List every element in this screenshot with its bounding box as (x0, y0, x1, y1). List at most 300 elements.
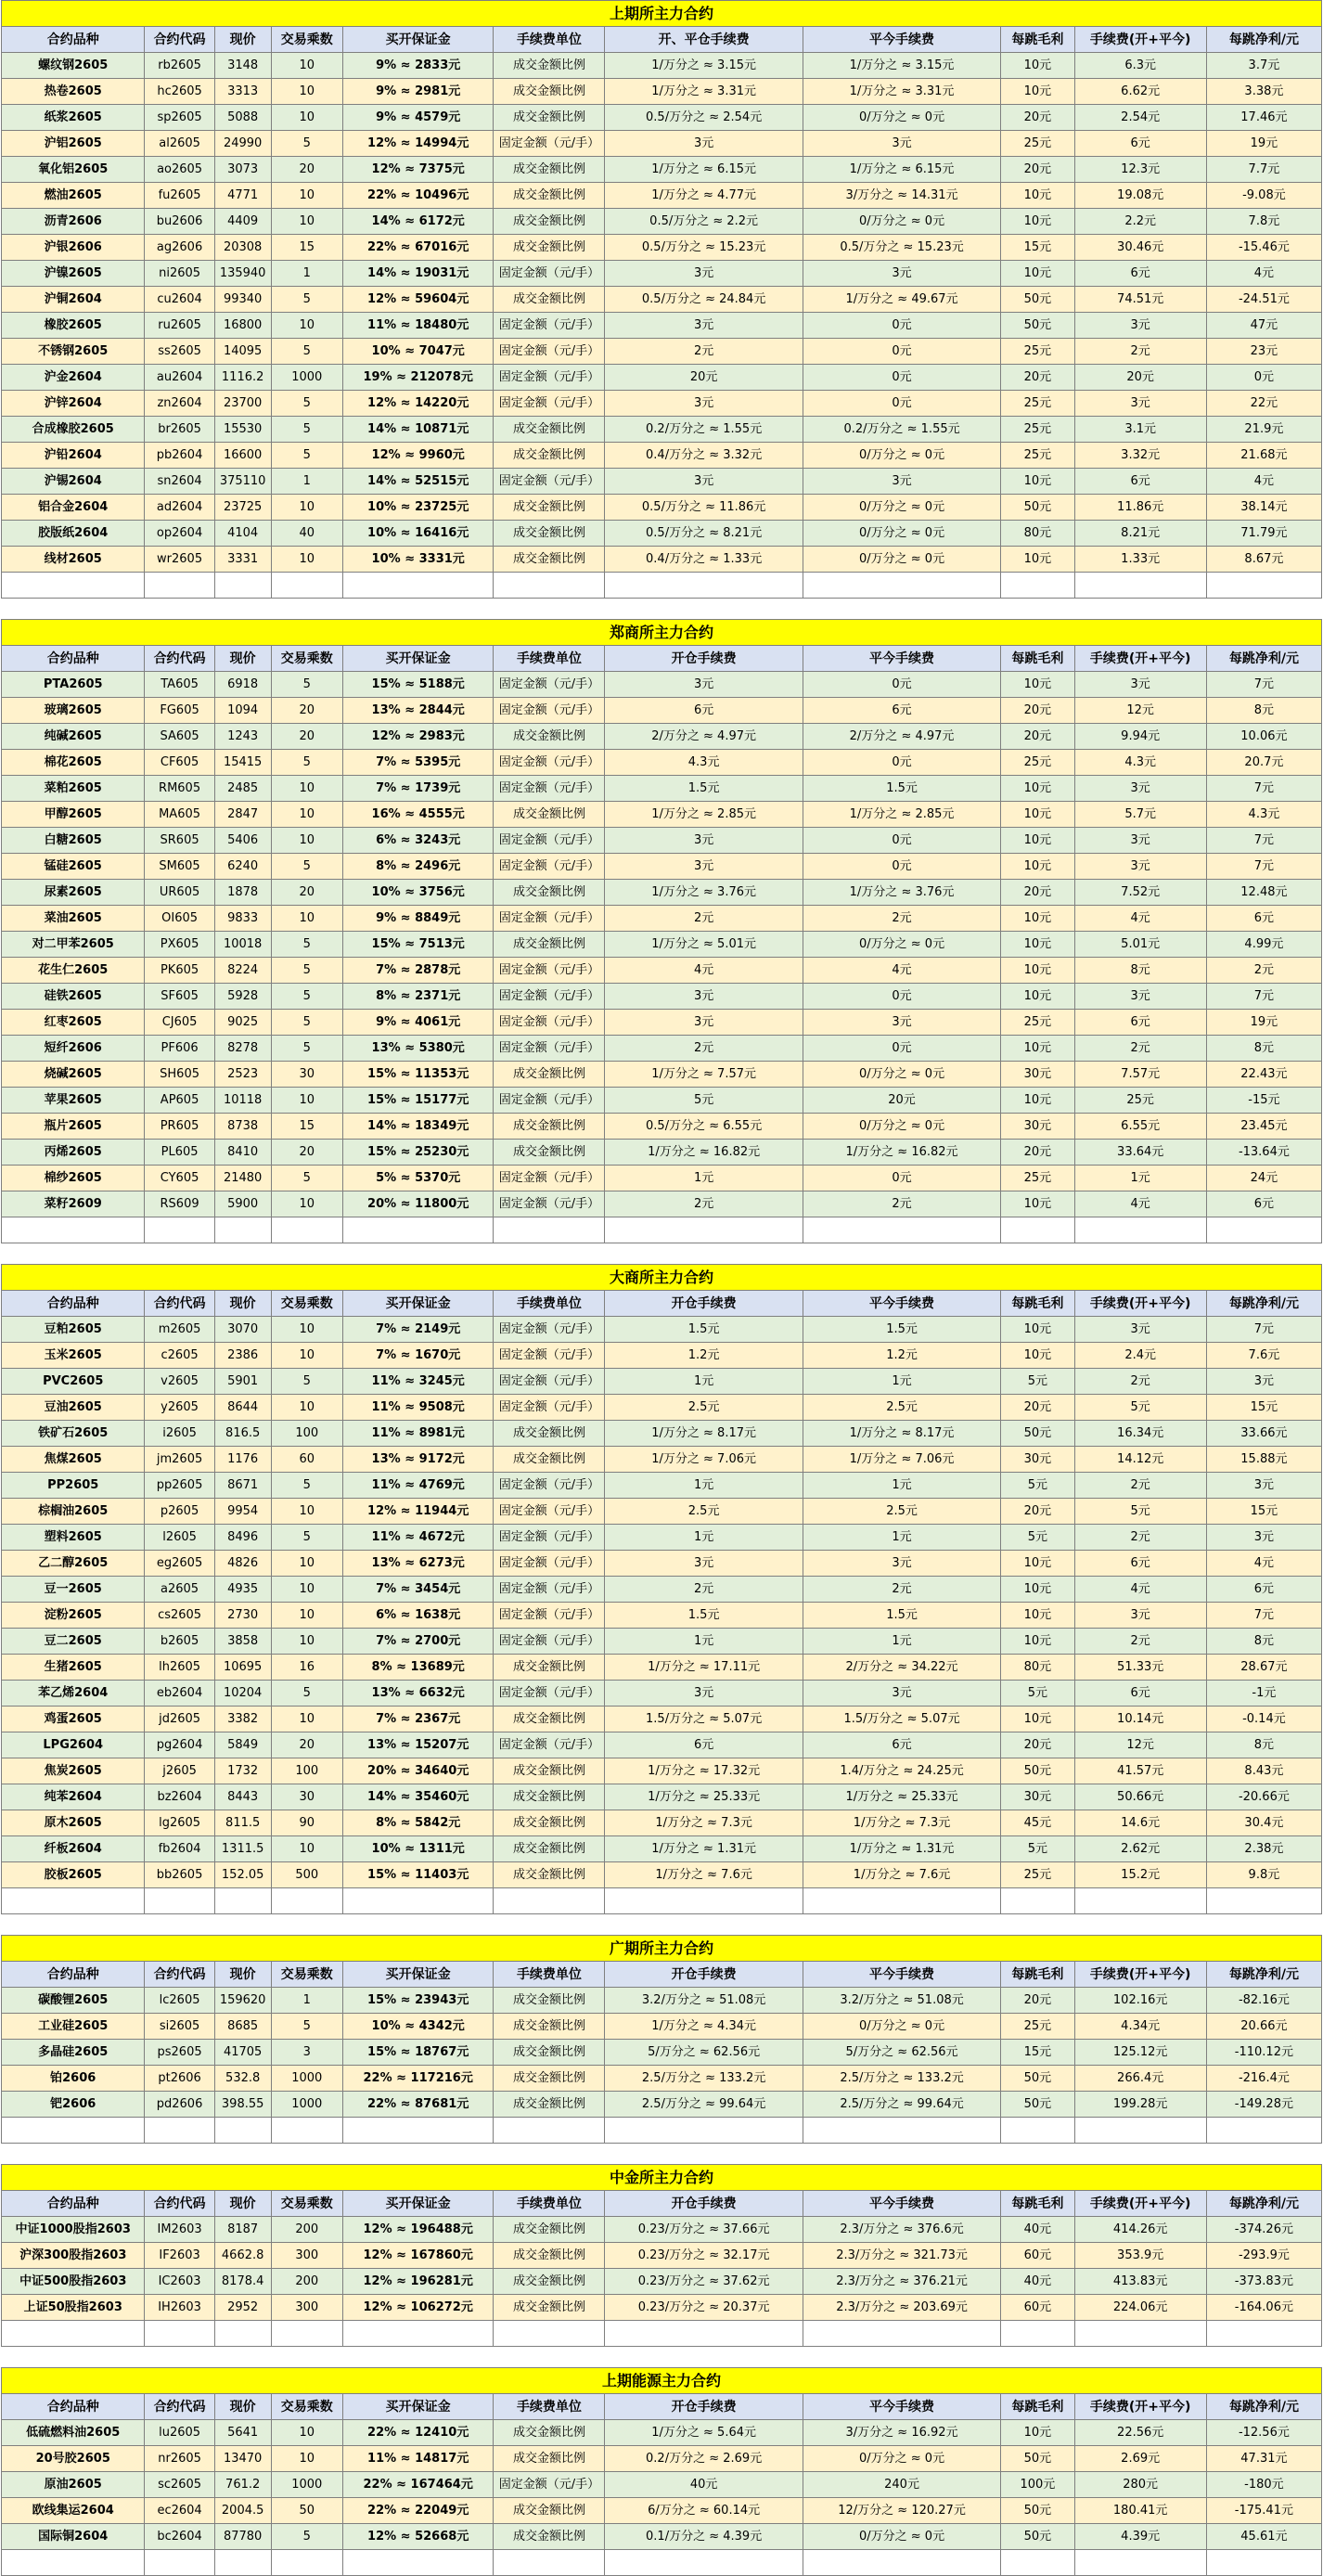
cell-open: 3元 (605, 469, 803, 495)
cell-net: -180元 (1206, 2472, 1321, 2498)
cell-profit: 20元 (1001, 1732, 1074, 1758)
cell-mult: 10 (271, 79, 342, 105)
blank-cell (214, 573, 271, 599)
blank-row (2, 573, 1322, 599)
cell-close: 2元 (803, 906, 1000, 932)
cell-price: 16800 (214, 313, 271, 339)
table-row (2, 1191, 1322, 1217)
cell-close: 0/万分之 ≈ 0元 (803, 1062, 1000, 1088)
cell-close: 0元 (803, 750, 1000, 776)
cell-close: 1.5元 (803, 776, 1000, 802)
cell-unit: 成交金额比例 (494, 53, 605, 79)
cell-profit: 20元 (1001, 1395, 1074, 1421)
cell-net: 6元 (1206, 1577, 1321, 1603)
cell-price: 6918 (214, 672, 271, 698)
cell-mult: 5 (271, 131, 342, 157)
cell-margin: 11% ≈ 4769元 (342, 1473, 494, 1499)
cell-open: 2元 (605, 1577, 803, 1603)
cell-mult: 10 (271, 1191, 342, 1217)
cell-net: 21.68元 (1206, 443, 1321, 469)
cell-code: SA605 (145, 724, 214, 750)
cell-close: 1/万分之 ≈ 7.6元 (803, 1862, 1000, 1888)
cell-name: 碳酸锂2605 (2, 1988, 145, 2014)
cell-margin: 11% ≈ 9508元 (342, 1395, 494, 1421)
cell-close: 20元 (803, 1088, 1000, 1114)
cell-profit: 10元 (1001, 1551, 1074, 1577)
cell-code: a2605 (145, 1577, 214, 1603)
cell-close: 1元 (803, 1473, 1000, 1499)
cell-unit: 成交金额比例 (494, 79, 605, 105)
cell-price: 8644 (214, 1395, 271, 1421)
cell-unit: 成交金额比例 (494, 2014, 605, 2040)
cell-name: 豆一2605 (2, 1577, 145, 1603)
column-header-price: 现价 (214, 1962, 271, 1988)
cell-name: 豆二2605 (2, 1629, 145, 1655)
table-row (2, 1862, 1322, 1888)
cell-mult: 20 (271, 724, 342, 750)
cell-code: FG605 (145, 698, 214, 724)
blank-cell (2, 2118, 145, 2144)
exchange-section-table (1, 2367, 1322, 2576)
column-header-code: 合约代码 (145, 646, 214, 672)
table-row (2, 1577, 1322, 1603)
cell-profit: 10元 (1001, 958, 1074, 984)
table-row (2, 1655, 1322, 1681)
cell-unit: 成交金额比例 (494, 547, 605, 573)
cell-code: TA605 (145, 672, 214, 698)
cell-profit: 50元 (1001, 495, 1074, 521)
column-header-code: 合约代码 (145, 27, 214, 53)
cell-mult: 5 (271, 958, 342, 984)
cell-name: 棉纱2605 (2, 1166, 145, 1191)
cell-price: 2952 (214, 2295, 271, 2321)
cell-net: 3元 (1206, 1473, 1321, 1499)
cell-profit: 10元 (1001, 1629, 1074, 1655)
cell-unit: 固定金额（元/手） (494, 391, 605, 417)
cell-net: 7元 (1206, 1317, 1321, 1343)
cell-close: 3元 (803, 1010, 1000, 1036)
cell-code: PX605 (145, 932, 214, 958)
cell-mult: 20 (271, 157, 342, 183)
cell-close: 1.4/万分之 ≈ 24.25元 (803, 1758, 1000, 1784)
cell-unit: 固定金额（元/手） (494, 1499, 605, 1525)
table-row (2, 906, 1322, 932)
cell-code: RM605 (145, 776, 214, 802)
table-row (2, 1114, 1322, 1140)
cell-code: ag2606 (145, 235, 214, 261)
cell-name: 合成橡胶2605 (2, 417, 145, 443)
cell-mult: 60 (271, 1447, 342, 1473)
cell-unit: 固定金额（元/手） (494, 1343, 605, 1369)
column-header-margin: 买开保证金 (342, 27, 494, 53)
cell-price: 4662.8 (214, 2243, 271, 2269)
table-row (2, 2269, 1322, 2295)
blank-row (2, 1217, 1322, 1243)
cell-profit: 20元 (1001, 157, 1074, 183)
cell-mult: 1 (271, 261, 342, 287)
cell-close: 1/万分之 ≈ 3.15元 (803, 53, 1000, 79)
cell-mult: 10 (271, 313, 342, 339)
cell-code: CF605 (145, 750, 214, 776)
cell-price: 23700 (214, 391, 271, 417)
table-row (2, 1836, 1322, 1862)
cell-profit: 10元 (1001, 1603, 1074, 1629)
blank-cell (271, 573, 342, 599)
cell-code: ad2604 (145, 495, 214, 521)
column-header-unit: 手续费单位 (494, 2191, 605, 2217)
cell-name: 20号胶2605 (2, 2446, 145, 2472)
cell-open: 3元 (605, 313, 803, 339)
cell-profit: 10元 (1001, 469, 1074, 495)
column-header-mult: 交易乘数 (271, 1962, 342, 1988)
cell-unit: 固定金额（元/手） (494, 958, 605, 984)
cell-price: 375110 (214, 469, 271, 495)
cell-price: 816.5 (214, 1421, 271, 1447)
blank-cell (145, 1217, 214, 1243)
cell-mult: 10 (271, 547, 342, 573)
cell-margin: 13% ≈ 2844元 (342, 698, 494, 724)
cell-price: 10018 (214, 932, 271, 958)
table-row (2, 287, 1322, 313)
cell-profit: 10元 (1001, 261, 1074, 287)
cell-open: 2.5/万分之 ≈ 99.64元 (605, 2092, 803, 2118)
table-row (2, 1758, 1322, 1784)
cell-close: 2.3/万分之 ≈ 203.69元 (803, 2295, 1000, 2321)
blank-cell (1074, 2550, 1206, 2576)
cell-code: SF605 (145, 984, 214, 1010)
cell-unit: 成交金额比例 (494, 2092, 605, 2118)
cell-unit: 固定金额（元/手） (494, 1629, 605, 1655)
cell-profit: 25元 (1001, 417, 1074, 443)
blank-cell (1206, 2550, 1321, 2576)
cell-code: sn2604 (145, 469, 214, 495)
cell-margin: 12% ≈ 11944元 (342, 1499, 494, 1525)
table-row (2, 1732, 1322, 1758)
column-header-unit: 手续费单位 (494, 27, 605, 53)
cell-profit: 10元 (1001, 906, 1074, 932)
cell-name: PP2605 (2, 1473, 145, 1499)
blank-cell (342, 573, 494, 599)
blank-cell (214, 1217, 271, 1243)
cell-close: 2.3/万分之 ≈ 321.73元 (803, 2243, 1000, 2269)
table-row (2, 261, 1322, 287)
cell-net: 21.9元 (1206, 417, 1321, 443)
blank-cell (2, 1888, 145, 1914)
cell-name: 白糖2605 (2, 828, 145, 854)
cell-open: 3.2/万分之 ≈ 51.08元 (605, 1988, 803, 2014)
column-header-name: 合约品种 (2, 646, 145, 672)
cell-price: 159620 (214, 1988, 271, 2014)
cell-total: 5.01元 (1074, 932, 1206, 958)
blank-cell (271, 1888, 342, 1914)
cell-total: 3元 (1074, 391, 1206, 417)
cell-margin: 7% ≈ 2367元 (342, 1707, 494, 1732)
cell-profit: 40元 (1001, 2217, 1074, 2243)
cell-mult: 10 (271, 906, 342, 932)
cell-mult: 5 (271, 984, 342, 1010)
cell-mult: 10 (271, 1603, 342, 1629)
cell-price: 3858 (214, 1629, 271, 1655)
cell-net: 3.7元 (1206, 53, 1321, 79)
cell-name: 短纤2606 (2, 1036, 145, 1062)
cell-net: -0.14元 (1206, 1707, 1321, 1732)
cell-margin: 9% ≈ 4579元 (342, 105, 494, 131)
cell-net: 10.06元 (1206, 724, 1321, 750)
table-row (2, 209, 1322, 235)
cell-mult: 10 (271, 2420, 342, 2446)
cell-mult: 90 (271, 1810, 342, 1836)
cell-close: 1.2元 (803, 1343, 1000, 1369)
table-row (2, 1010, 1322, 1036)
table-row (2, 724, 1322, 750)
cell-open: 20元 (605, 365, 803, 391)
blank-cell (803, 1217, 1000, 1243)
cell-margin: 7% ≈ 1670元 (342, 1343, 494, 1369)
cell-total: 6元 (1074, 1681, 1206, 1707)
cell-total: 2.54元 (1074, 105, 1206, 131)
cell-margin: 14% ≈ 19031元 (342, 261, 494, 287)
cell-price: 15415 (214, 750, 271, 776)
table-row (2, 1551, 1322, 1577)
cell-close: 0/万分之 ≈ 0元 (803, 2014, 1000, 2040)
cell-name: 中证500股指2603 (2, 2269, 145, 2295)
column-header-margin: 买开保证金 (342, 2394, 494, 2420)
cell-name: 焦煤2605 (2, 1447, 145, 1473)
cell-unit: 成交金额比例 (494, 1140, 605, 1166)
cell-close: 0/万分之 ≈ 0元 (803, 2524, 1000, 2550)
cell-close: 4元 (803, 958, 1000, 984)
cell-unit: 固定金额（元/手） (494, 1088, 605, 1114)
cell-total: 8.21元 (1074, 521, 1206, 547)
cell-unit: 成交金额比例 (494, 1784, 605, 1810)
table-row (2, 2243, 1322, 2269)
cell-mult: 3 (271, 2040, 342, 2066)
cell-price: 5088 (214, 105, 271, 131)
cell-close: 0元 (803, 854, 1000, 880)
cell-unit: 固定金额（元/手） (494, 1551, 605, 1577)
cell-total: 25元 (1074, 1088, 1206, 1114)
cell-price: 398.55 (214, 2092, 271, 2118)
cell-profit: 15元 (1001, 235, 1074, 261)
blank-cell (1001, 573, 1074, 599)
cell-profit: 20元 (1001, 880, 1074, 906)
blank-cell (605, 2550, 803, 2576)
cell-profit: 5元 (1001, 1473, 1074, 1499)
cell-open: 1/万分之 ≈ 5.64元 (605, 2420, 803, 2446)
cell-name: 工业硅2605 (2, 2014, 145, 2040)
table-row (2, 802, 1322, 828)
cell-price: 3148 (214, 53, 271, 79)
cell-margin: 11% ≈ 3245元 (342, 1369, 494, 1395)
cell-profit: 50元 (1001, 2524, 1074, 2550)
table-row (2, 1629, 1322, 1655)
cell-mult: 5 (271, 1036, 342, 1062)
cell-mult: 5 (271, 854, 342, 880)
section-title: 中金所主力合约 (2, 2165, 1322, 2191)
cell-name: 焦炭2605 (2, 1758, 145, 1784)
cell-profit: 10元 (1001, 183, 1074, 209)
cell-price: 23725 (214, 495, 271, 521)
cell-mult: 1 (271, 1988, 342, 2014)
cell-name: PVC2605 (2, 1369, 145, 1395)
cell-unit: 固定金额（元/手） (494, 469, 605, 495)
blank-cell (145, 1888, 214, 1914)
cell-mult: 10 (271, 1577, 342, 1603)
cell-name: 甲醇2605 (2, 802, 145, 828)
cell-margin: 6% ≈ 3243元 (342, 828, 494, 854)
cell-margin: 22% ≈ 87681元 (342, 2092, 494, 2118)
cell-margin: 7% ≈ 1739元 (342, 776, 494, 802)
column-header-unit: 手续费单位 (494, 1291, 605, 1317)
column-header-close: 平今手续费 (803, 1962, 1000, 1988)
cell-close: 2/万分之 ≈ 4.97元 (803, 724, 1000, 750)
cell-close: 2.3/万分之 ≈ 376.6元 (803, 2217, 1000, 2243)
cell-close: 1/万分之 ≈ 2.85元 (803, 802, 1000, 828)
cell-name: 纸浆2605 (2, 105, 145, 131)
cell-price: 152.05 (214, 1862, 271, 1888)
table-row (2, 1062, 1322, 1088)
cell-margin: 22% ≈ 167464元 (342, 2472, 494, 2498)
cell-mult: 20 (271, 698, 342, 724)
table-row (2, 157, 1322, 183)
cell-total: 3元 (1074, 776, 1206, 802)
cell-net: -15元 (1206, 1088, 1321, 1114)
cell-total: 8元 (1074, 958, 1206, 984)
cell-code: jd2605 (145, 1707, 214, 1732)
blank-cell (605, 2118, 803, 2144)
cell-unit: 成交金额比例 (494, 209, 605, 235)
column-header-name: 合约品种 (2, 1962, 145, 1988)
blank-cell (2, 573, 145, 599)
cell-profit: 10元 (1001, 776, 1074, 802)
cell-total: 3元 (1074, 984, 1206, 1010)
cell-name: 沪锌2604 (2, 391, 145, 417)
cell-code: bu2606 (145, 209, 214, 235)
column-header-mult: 交易乘数 (271, 27, 342, 53)
cell-close: 0/万分之 ≈ 0元 (803, 443, 1000, 469)
cell-total: 7.52元 (1074, 880, 1206, 906)
cell-total: 180.41元 (1074, 2498, 1206, 2524)
cell-total: 353.9元 (1074, 2243, 1206, 2269)
cell-total: 3.1元 (1074, 417, 1206, 443)
cell-net: 47.31元 (1206, 2446, 1321, 2472)
cell-unit: 固定金额（元/手） (494, 828, 605, 854)
cell-margin: 9% ≈ 4061元 (342, 1010, 494, 1036)
cell-profit: 10元 (1001, 209, 1074, 235)
cell-price: 5900 (214, 1191, 271, 1217)
cell-margin: 13% ≈ 9172元 (342, 1447, 494, 1473)
cell-open: 2.5元 (605, 1499, 803, 1525)
cell-price: 5849 (214, 1732, 271, 1758)
cell-total: 3.32元 (1074, 443, 1206, 469)
column-header-profit: 每跳毛利 (1001, 2191, 1074, 2217)
cell-profit: 10元 (1001, 854, 1074, 880)
cell-net: 2元 (1206, 958, 1321, 984)
cell-name: 螺纹钢2605 (2, 53, 145, 79)
cell-net: 4元 (1206, 261, 1321, 287)
cell-open: 1/万分之 ≈ 4.34元 (605, 2014, 803, 2040)
cell-net: 20.66元 (1206, 2014, 1321, 2040)
cell-total: 5元 (1074, 1395, 1206, 1421)
table-row (2, 183, 1322, 209)
blank-cell (271, 1217, 342, 1243)
blank-cell (342, 1217, 494, 1243)
cell-close: 2.5元 (803, 1395, 1000, 1421)
cell-price: 9833 (214, 906, 271, 932)
blank-cell (2, 1217, 145, 1243)
cell-net: 4元 (1206, 469, 1321, 495)
cell-unit: 成交金额比例 (494, 1655, 605, 1681)
cell-profit: 60元 (1001, 2295, 1074, 2321)
cell-close: 0元 (803, 339, 1000, 365)
cell-close: 1/万分之 ≈ 6.15元 (803, 157, 1000, 183)
cell-total: 51.33元 (1074, 1655, 1206, 1681)
cell-profit: 10元 (1001, 672, 1074, 698)
cell-profit: 10元 (1001, 1343, 1074, 1369)
cell-open: 6元 (605, 698, 803, 724)
cell-total: 2.4元 (1074, 1343, 1206, 1369)
cell-name: 燃油2605 (2, 183, 145, 209)
cell-name: 生猪2605 (2, 1655, 145, 1681)
cell-net: 19元 (1206, 1010, 1321, 1036)
cell-mult: 15 (271, 235, 342, 261)
cell-close: 3元 (803, 1551, 1000, 1577)
column-header-margin: 买开保证金 (342, 2191, 494, 2217)
cell-open: 1/万分之 ≈ 2.85元 (605, 802, 803, 828)
cell-mult: 5 (271, 391, 342, 417)
cell-price: 16600 (214, 443, 271, 469)
cell-open: 3元 (605, 131, 803, 157)
cell-code: y2605 (145, 1395, 214, 1421)
table-row (2, 880, 1322, 906)
column-header-name: 合约品种 (2, 2191, 145, 2217)
cell-total: 74.51元 (1074, 287, 1206, 313)
cell-margin: 15% ≈ 5188元 (342, 672, 494, 698)
table-row (2, 1603, 1322, 1629)
cell-code: pg2604 (145, 1732, 214, 1758)
cell-unit: 固定金额（元/手） (494, 313, 605, 339)
cell-close: 3元 (803, 1681, 1000, 1707)
cell-name: 对二甲苯2605 (2, 932, 145, 958)
cell-open: 1/万分之 ≈ 7.3元 (605, 1810, 803, 1836)
table-row (2, 750, 1322, 776)
cell-total: 15.2元 (1074, 1862, 1206, 1888)
table-row (2, 417, 1322, 443)
column-header-mult: 交易乘数 (271, 646, 342, 672)
cell-open: 2.5/万分之 ≈ 133.2元 (605, 2066, 803, 2092)
cell-price: 8738 (214, 1114, 271, 1140)
cell-total: 266.4元 (1074, 2066, 1206, 2092)
cell-profit: 15元 (1001, 2040, 1074, 2066)
cell-margin: 10% ≈ 3331元 (342, 547, 494, 573)
cell-total: 4元 (1074, 906, 1206, 932)
cell-unit: 成交金额比例 (494, 2420, 605, 2446)
cell-total: 2元 (1074, 1369, 1206, 1395)
table-row (2, 1343, 1322, 1369)
cell-profit: 30元 (1001, 1062, 1074, 1088)
cell-net: 8.67元 (1206, 547, 1321, 573)
table-row (2, 1681, 1322, 1707)
cell-mult: 5 (271, 1473, 342, 1499)
cell-profit: 50元 (1001, 2446, 1074, 2472)
blank-cell (494, 2321, 605, 2347)
cell-profit: 25元 (1001, 2014, 1074, 2040)
cell-total: 3元 (1074, 1603, 1206, 1629)
cell-profit: 25元 (1001, 750, 1074, 776)
column-header-unit: 手续费单位 (494, 2394, 605, 2420)
cell-name: 菜油2605 (2, 906, 145, 932)
cell-total: 4.34元 (1074, 2014, 1206, 2040)
